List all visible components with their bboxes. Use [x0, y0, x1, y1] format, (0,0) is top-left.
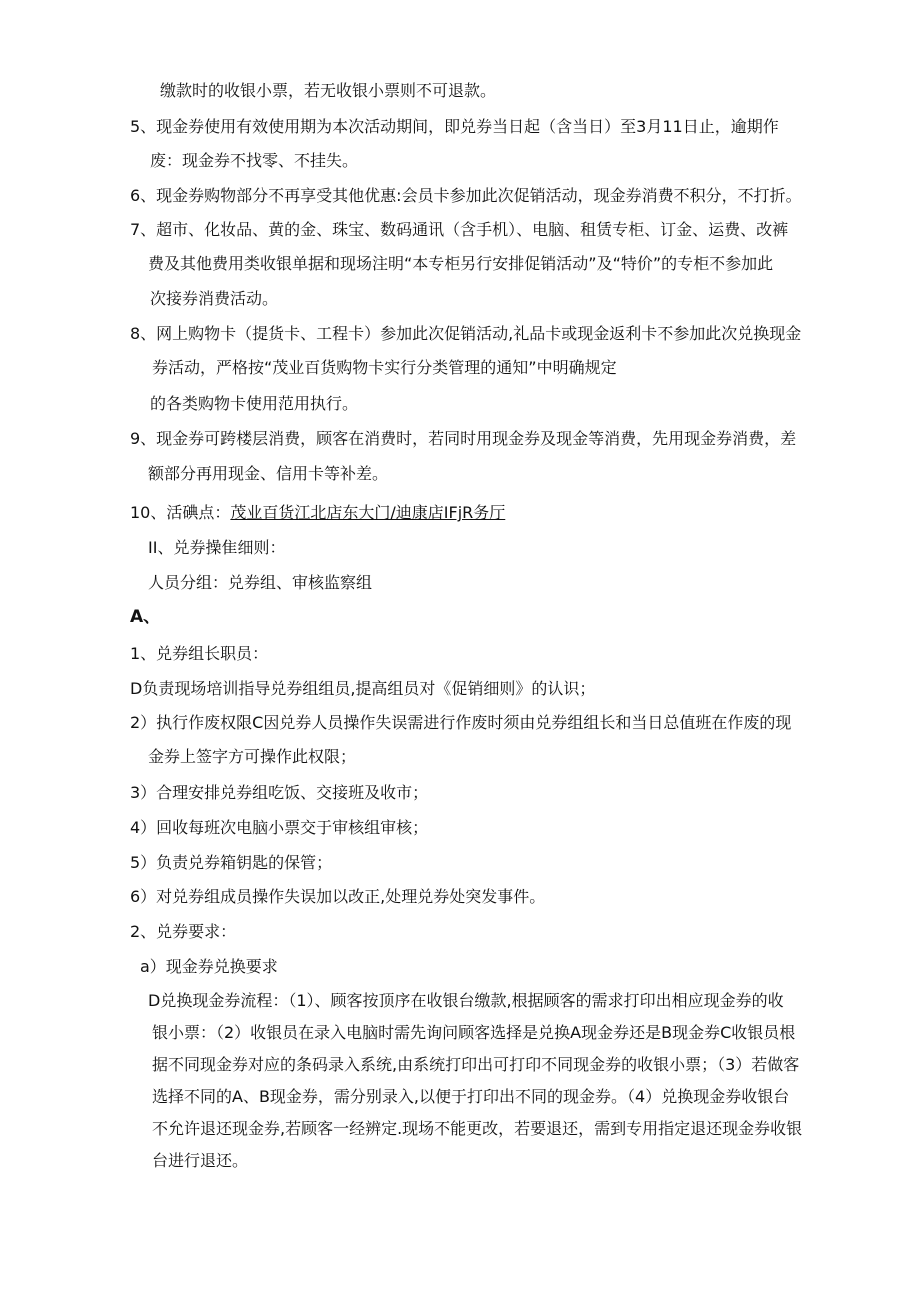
- activity-location-label: 10、活碘点：: [130, 503, 231, 522]
- text-line: 9、现金券可跨楼层消费，顾客在消费时，若同时用现金券及现金等消费，先用现金券消费，差: [130, 429, 797, 448]
- text-line: 2、兑券要求：: [130, 922, 237, 941]
- text-line: 5）负责兑券箱钥匙的保管；: [130, 853, 333, 872]
- text-line: 据不同现金券对应的条码录入系统,由系统打印出可打印不同现金券的收银小票；（3）若做客: [152, 1055, 800, 1074]
- text-line: 额部分再用现金、信用卡等补差。: [148, 464, 389, 483]
- text-line: 废：现金券不找零、不挂失。: [150, 151, 359, 170]
- text-line: 不允许退还现金券,若顾客一经辨定.现场不能更改，若要退还，需到专用指定退还现金券收银: [152, 1119, 803, 1138]
- text-line: 选择不同的A、B现金券，需分别录入,以便于打印出不同的现金券。（4）兑换现金券收银台: [152, 1087, 790, 1106]
- text-line: 4）回收每班次电脑小票交于审核组审核；: [130, 818, 429, 837]
- text-line: 1、兑券组长职员：: [130, 644, 269, 663]
- text-line: 银小票：（2）收银员在录入电脑时需先询问顾客选择是兑换A现金券还是B现金券C收银员根: [152, 1023, 796, 1042]
- text-line: 次接券消费活动。: [150, 289, 279, 308]
- text-line: 7、超市、化妆品、黄的金、珠宝、数码通讯（含手机）、电脑、租赁专柜、订金、运费、改裤: [130, 220, 789, 239]
- text-line: a）现金券兑换要求: [140, 957, 278, 976]
- text-line: D兑换现金券流程：（1）、顾客按顶序在收银台缴款,根据顾客的需求打印出相应现金券的收: [148, 991, 784, 1010]
- text-line: 缴款时的收银小票，若无收银小票则不可退款。: [160, 81, 497, 100]
- text-line: 人员分组：兑券组、审核监察组: [148, 573, 373, 592]
- text-line: 费及其他费用类收银单据和现场注明“本专柜另行安排促销活动”及“特价”的专柜不参加此: [148, 254, 774, 273]
- section-heading: A、: [130, 607, 161, 627]
- text-line: 8、网上购物卡（提货卡、工程卡）参加此次促销活动,礼品卡或现金返利卡不参加此次兑换现金: [130, 324, 802, 343]
- text-line: 台进行退还。: [152, 1151, 249, 1170]
- text-line: 3）合理安排兑券组吃饭、交接班及收市；: [130, 783, 429, 802]
- text-line: 金券上签字方可操作此权限；: [148, 747, 357, 766]
- text-line: 6、现金券购物部分不再享受其他优惠:会员卡参加此次促销活动，现金券消费不积分，不打折。: [130, 186, 802, 205]
- text-line: [130, 502, 505, 524]
- text-line: 5、现金券使用有效使用期为本次活动期间，即兑券当日起（含当日）至3月11日止，逾期作: [130, 117, 779, 136]
- text-line: II、兑券操隹细则：: [148, 538, 286, 557]
- text-line: 6）对兑券组成员操作失误加以改正,处理兑券处突发事件。: [130, 887, 546, 906]
- text-line: 2）执行作废权限C因兑券人员操作失误需进行作废时须由兑券组组长和当日总值班在作废的现: [130, 713, 792, 732]
- text-line: D负责现场培训指导兑券组组员,提高组员对《促销细则》的认识；: [130, 679, 596, 698]
- activity-location-value: 茂业百货江北店东大门/迪康店IFjR务厅: [230, 503, 506, 522]
- text-line: 的各类购物卡使用范用执行。: [150, 394, 359, 413]
- text-line: 券活动，严格按“茂业百货购物卡实行分类管理的通知”中明确规定: [152, 358, 617, 377]
